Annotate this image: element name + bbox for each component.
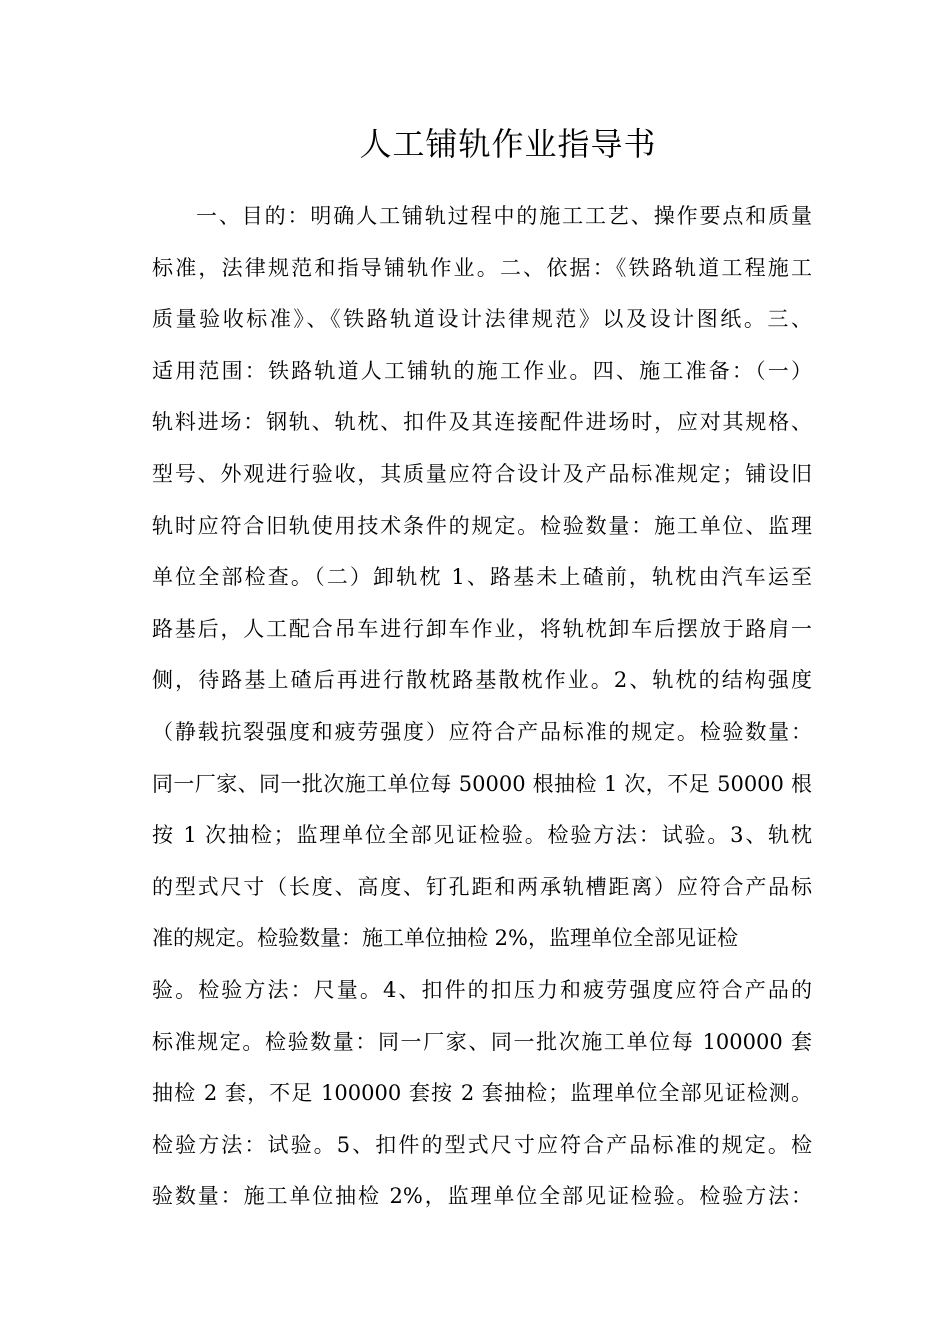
body-line: 按 1 次抽检；监理单位全部见证检验。检验方法：试验。3、轨枕 <box>152 823 812 848</box>
body-line: 侧，待路基上碴后再进行散枕路基散枕作业。2、轨枕的结构强度 <box>152 668 812 693</box>
body-line: （静载抗裂强度和疲劳强度）应符合产品标准的规定。检验数量： <box>152 719 812 744</box>
body-line: 的型式尺寸（长度、高度、钉孔距和两承轨槽距离）应符合产品标 <box>152 874 812 899</box>
body-line: 适用范围：铁路轨道人工铺轨的施工作业。四、施工准备：（一） <box>152 358 812 383</box>
body-line: 抽检 2 套，不足 100000 套按 2 套抽检；监理单位全部见证检测。 <box>152 1081 812 1106</box>
body-line: 标准，法律规范和指导铺轨作业。二、依据：《铁路轨道工程施工 <box>152 255 812 280</box>
document-title: 人工铺轨作业指导书 <box>359 125 657 163</box>
body-line: 单位全部检查。（二）卸轨枕 1、路基未上碴前，轨枕由汽车运至 <box>152 565 812 590</box>
body-line: 同一厂家、同一批次施工单位每 50000 根抽检 1 次，不足 50000 根 <box>152 771 812 796</box>
body-line: 型号、外观进行验收，其质量应符合设计及产品标准规定；铺设旧 <box>152 461 812 486</box>
body-line: 检验方法：试验。5、扣件的型式尺寸应符合产品标准的规定。检 <box>152 1132 812 1157</box>
body-line: 标准规定。检验数量：同一厂家、同一批次施工单位每 100000 套 <box>152 1029 812 1054</box>
body-line: 验。检验方法：尺量。4、扣件的扣压力和疲劳强度应符合产品的 <box>152 977 812 1002</box>
body-line: 路基后，人工配合吊车进行卸车作业，将轨枕卸车后摆放于路肩一 <box>152 616 812 641</box>
body-line: 轨时应符合旧轨使用技术条件的规定。检验数量：施工单位、监理 <box>152 513 812 538</box>
body-line: 准的规定。检验数量：施工单位抽检 2%，监理单位全部见证检 <box>152 926 738 951</box>
body-line: 轨料进场：钢轨、轨枕、扣件及其连接配件进场时，应对其规格、 <box>152 410 812 435</box>
document-body <box>152 199 812 1231</box>
body-line: 验数量：施工单位抽检 2%，监理单位全部见证检验。检验方法： <box>152 1184 812 1209</box>
body-line: 一、目的：明确人工铺轨过程中的施工工艺、操作要点和质量 <box>196 204 812 228</box>
body-line: 质量验收标准》、《铁路轨道设计法律规范》以及设计图纸。三、 <box>152 307 812 332</box>
